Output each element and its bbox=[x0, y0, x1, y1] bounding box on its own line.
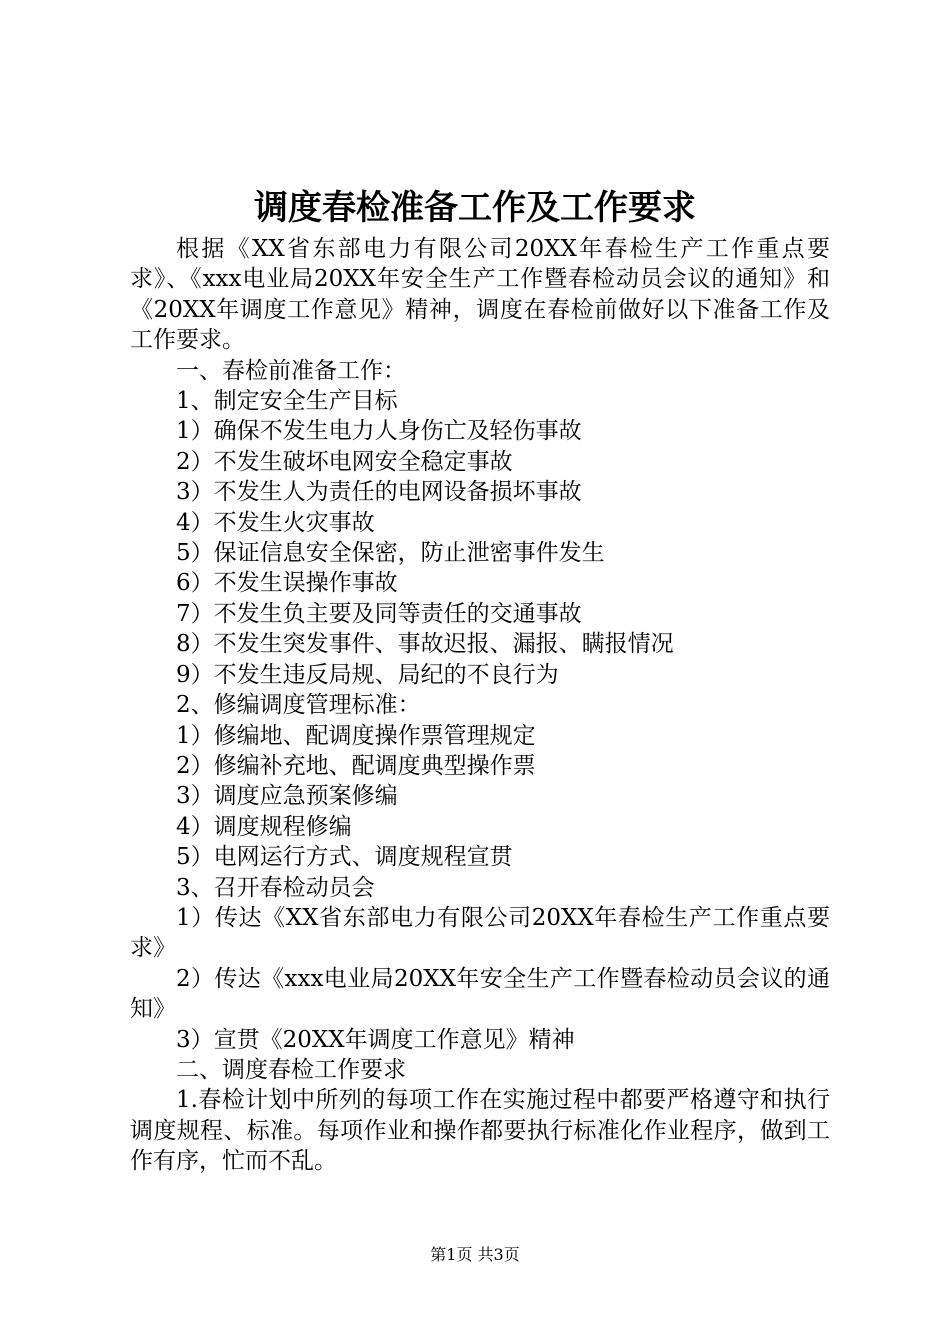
paragraph: 3、召开春检动员会 bbox=[176, 874, 375, 901]
paragraph: 2、修编调度管理标准： bbox=[176, 692, 421, 719]
paragraph: 5）保证信息安全保密，防止泄密事件发生 bbox=[176, 540, 605, 567]
paragraph: 根据《XX省东部电力有限公司20XX年春检生产工作重点要求》、《xxx电业局20XX年安全生产工作暨春检动员会议的通知》和《20XX年调度工作意见》精神，调度在春检前做好以下准备工作及工作要求。 bbox=[130, 236, 830, 354]
paragraph: 2）传达《xxx电业局20XX年安全生产工作暨春检动员会议的通知》 bbox=[130, 965, 830, 1023]
paragraph: 2）不发生破坏电网安全稳定事故 bbox=[176, 448, 513, 475]
document-title: 调度春检准备工作及工作要求 bbox=[254, 188, 696, 228]
paragraph: 3）不发生人为责任的电网设备损坏事故 bbox=[176, 479, 582, 506]
paragraph: 6）不发生误操作事故 bbox=[176, 570, 398, 597]
paragraph: 1）修编地、配调度操作票管理规定 bbox=[176, 722, 536, 749]
paragraph: 二、调度春检工作要求 bbox=[176, 1056, 406, 1083]
paragraph: 4）调度规程修编 bbox=[176, 813, 352, 840]
paragraph: 4）不发生火灾事故 bbox=[176, 509, 375, 536]
paragraph: 1）确保不发生电力人身伤亡及轻伤事故 bbox=[176, 418, 582, 445]
paragraph: 1、制定安全生产目标 bbox=[176, 388, 398, 415]
paragraph: 2）修编补充地、配调度典型操作票 bbox=[176, 752, 536, 779]
paragraph: 3）宣贯《20XX年调度工作意见》精神 bbox=[176, 1026, 575, 1053]
paragraph: 9）不发生违反局规、局纪的不良行为 bbox=[176, 661, 559, 688]
paragraph: 3）调度应急预案修编 bbox=[176, 783, 398, 810]
paragraph: 7）不发生负主要及同等责任的交通事故 bbox=[176, 600, 582, 627]
paragraph: 8）不发生突发事件、事故迟报、漏报、瞒报情况 bbox=[176, 631, 674, 658]
paragraph: 5）电网运行方式、调度规程宣贯 bbox=[176, 844, 513, 871]
paragraph: 1.春检计划中所列的每项工作在实施过程中都要严格遵守和执行调度规程、标准。每项作业和操作都要执行标准化作业程序，做到工作有序，忙而不乱。 bbox=[130, 1087, 830, 1175]
document-body bbox=[130, 234, 830, 1177]
page-footer: 第1页 共3页 bbox=[430, 1245, 520, 1264]
paragraph: 一、春检前准备工作： bbox=[176, 357, 406, 384]
paragraph: 1）传达《XX省东部电力有限公司20XX年春检生产工作重点要求》 bbox=[130, 904, 830, 962]
